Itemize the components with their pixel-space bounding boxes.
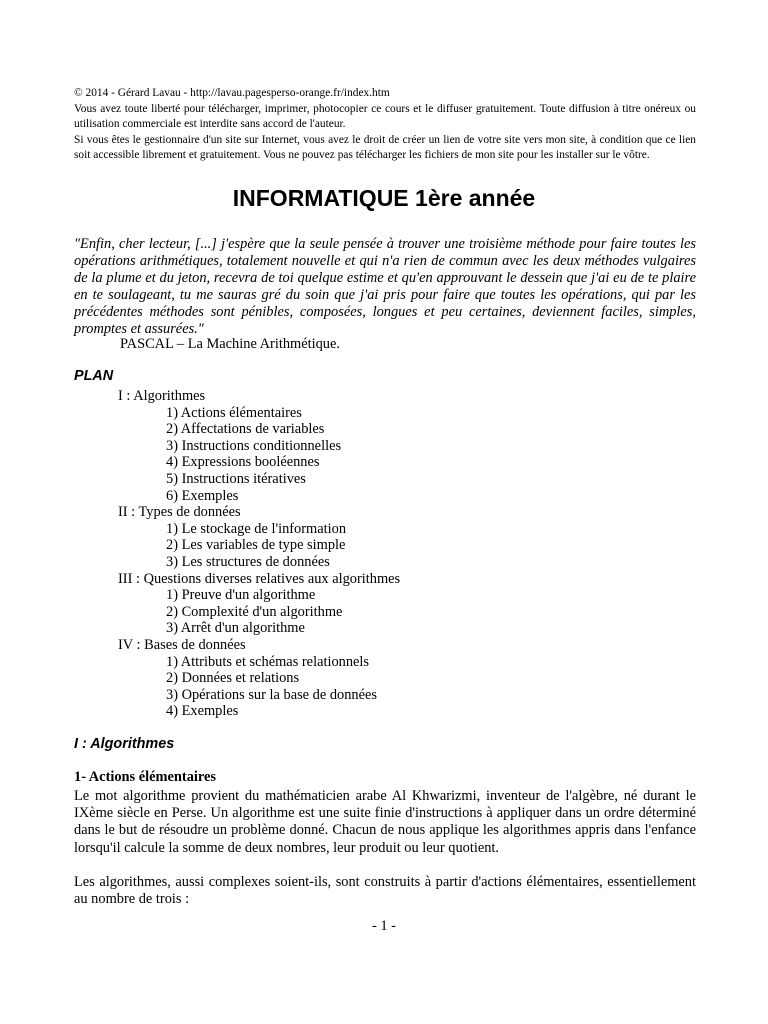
copyright-header xyxy=(74,86,696,164)
copyright-line: © 2014 - Gérard Lavau - http://lavau.pagesperso-orange.fr/index.htm xyxy=(74,87,390,99)
section-heading: I : Algorithmes xyxy=(74,736,175,752)
plan-item: 2) Données et relations xyxy=(166,670,300,687)
plan-item: 3) Opérations sur la base de données xyxy=(166,686,377,703)
plan-item: 2) Affectations de variables xyxy=(166,421,325,438)
plan-item: 2) Complexité d'un algorithme xyxy=(166,603,343,620)
plan-item: 1) Actions élémentaires xyxy=(166,404,302,421)
plan-item: 2) Les variables de type simple xyxy=(166,537,346,554)
plan-item: 1) Attributs et schémas relationnels xyxy=(166,653,370,670)
paragraph-text: Les algorithmes, aussi complexes soient-ils, sont construits à partir d'actions élémentaires, essentiellement au nombre de trois : xyxy=(74,874,696,908)
license-notice: Vous avez toute liberté pour télécharger, imprimer, photocopier ce cours et le diffuser gratuitement. Toute diffusion à titre onéreux ou utilisation commerciale est interdite sans accord de l'auteur. xyxy=(74,102,696,130)
site-notice: Si vous êtes le gestionnaire d'un site sur Internet, vous avez le droit de créer un lien de votre site vers mon site, à condition que ce lien soit accessible librement et gratuitement. Vous ne pouvez pas télécharger les fichiers de mon site pour les installer sur le vôtre. xyxy=(74,133,696,161)
plan-item: 3) Instructions conditionnelles xyxy=(166,437,342,454)
plan-item: 1) Le stockage de l'information xyxy=(166,520,347,537)
plan-part: II : Types de données xyxy=(118,504,241,521)
paragraph-text: Le mot algorithme provient du mathématicien arabe Al Khwarizmi, inventeur de l'algèbre, né durant le IXème siècle en Perse. Un algorithme est une suite finie d'instructions à appliquer dans un ordre déterminé dans le but de résoudre un problème donné. Chacun de nous applique les algorithmes appris dans l'enfance lorsqu'il calcule la somme de deux nombres, leur produit ou leur quotient. xyxy=(74,788,696,856)
plan-part: III : Questions diverses relatives aux algorithmes xyxy=(118,570,401,587)
plan-heading: PLAN xyxy=(74,368,114,384)
plan-part: I : Algorithmes xyxy=(118,388,206,404)
body-paragraph xyxy=(74,874,696,908)
plan-item: 3) Les structures de données xyxy=(166,553,330,570)
plan-part: IV : Bases de données xyxy=(118,636,246,653)
plan-item: 3) Arrêt d'un algorithme xyxy=(166,620,305,637)
quote-text: "Enfin, cher lecteur, [...] j'espère que la seule pensée à trouver une troisième méthode pour faire toutes les opérations arithmétiques, totalement nouvelle et qui n'a rien de commun avec les deux méthodes vulgaires de la plume et du jeton, recevra de toi quelque estime et qu'en approuvant le dessein que j'ai eu de te plaire en te soulageant, tu me sauras gré du soin que j'ai pris pour faire que toutes les opérations, qui par les précédentes méthodes sont pénibles, composées, longues et peu certaines, deviennent faciles, simples, promptes et assurées." xyxy=(74,236,696,337)
plan-item: 6) Exemples xyxy=(166,487,239,504)
page-title: INFORMATIQUE 1ère année xyxy=(232,185,536,211)
plan-item: 5) Instructions itératives xyxy=(166,470,306,487)
plan-item: 1) Preuve d'un algorithme xyxy=(166,587,316,604)
body-paragraph xyxy=(74,788,696,857)
plan-item: 4) Expressions booléennes xyxy=(166,454,320,471)
quote-author: PASCAL – La Machine Arithmétique. xyxy=(120,336,340,352)
subsection-heading: 1- Actions élémentaires xyxy=(74,769,217,785)
epigraph-quote xyxy=(74,236,696,338)
page-number: - 1 - xyxy=(372,918,396,934)
plan-outline xyxy=(0,388,768,720)
plan-item: 4) Exemples xyxy=(166,703,239,720)
